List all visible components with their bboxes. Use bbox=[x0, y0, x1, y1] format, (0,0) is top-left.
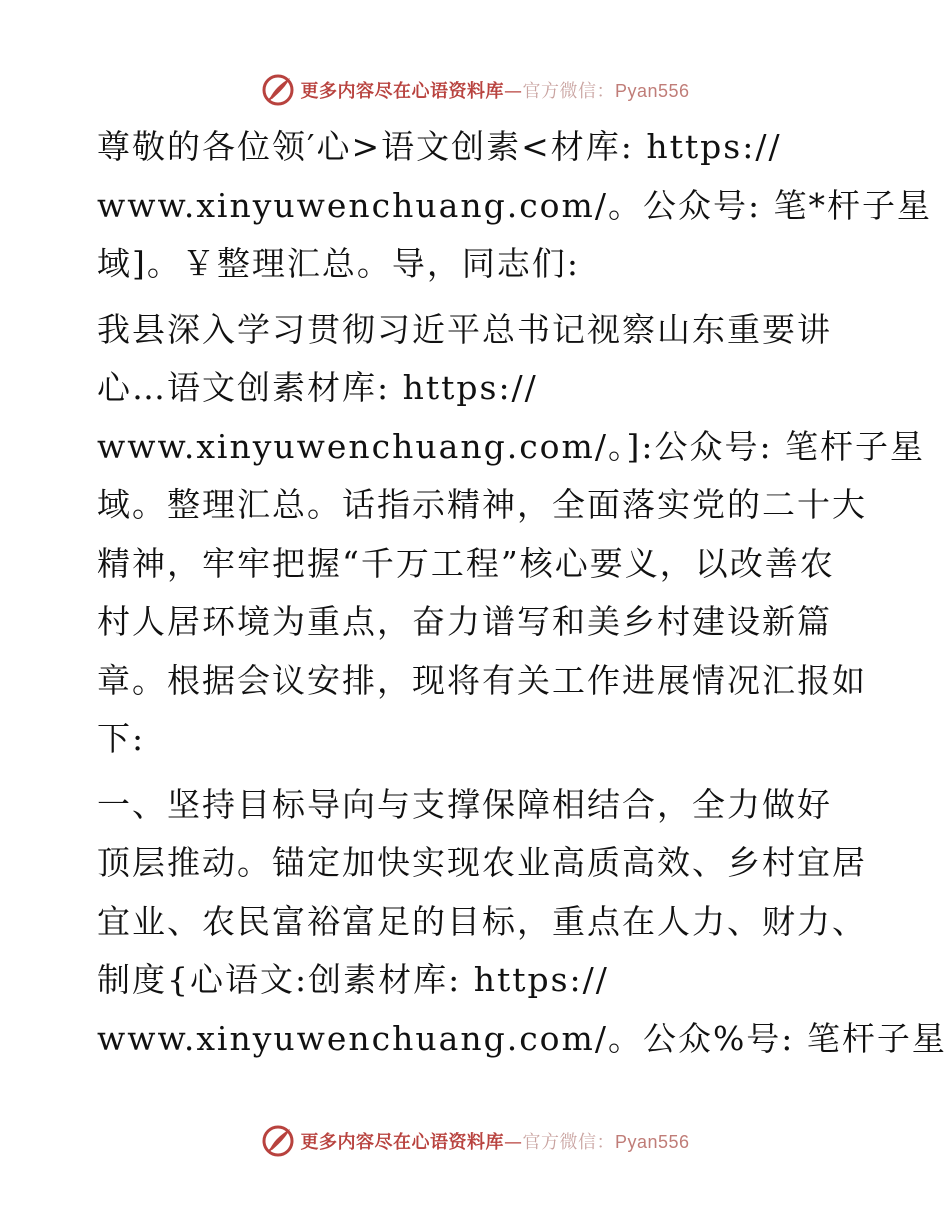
text-line: 村人居环境为重点，奋力谱写和美乡村建设新篇 bbox=[97, 602, 832, 641]
footer-watermark-banner bbox=[0, 1121, 950, 1161]
banner-separator: — bbox=[503, 81, 523, 102]
banner-wechat-label: 官方微信： bbox=[522, 81, 615, 102]
text-line: 域。整理汇总。话指示精神，全面落实党的二十大 bbox=[97, 485, 867, 524]
banner-main-text: 更多内容尽在心语资料库 bbox=[300, 81, 504, 102]
header-watermark-banner bbox=[0, 70, 950, 110]
paragraph-intro bbox=[97, 301, 926, 769]
banner-text bbox=[300, 77, 689, 103]
text-line: 心…语文创素材库: https:// bbox=[97, 368, 538, 407]
banner-main-text: 更多内容尽在心语资料库 bbox=[300, 1132, 504, 1153]
quill-pen-icon bbox=[260, 1123, 296, 1159]
banner-wechat-id: Pyan556 bbox=[614, 81, 690, 101]
banner-wechat-label: 官方微信： bbox=[522, 1132, 615, 1153]
paragraph-section-one bbox=[97, 776, 947, 1069]
text-line: 下: bbox=[97, 719, 146, 758]
banner-separator: — bbox=[503, 1132, 523, 1153]
text-line: www.xinyuwenchuang.com/。公众%号: 笔杆子星 bbox=[97, 1018, 947, 1058]
text-line: 我县深入学习贯彻习近平总书记视察山东重要讲 bbox=[97, 309, 832, 349]
text-line: 精神，牢牢把握“千万工程”核心要义，以改善农 bbox=[97, 543, 835, 583]
text-line: 尊敬的各位领′心>语文创素<材库: https:// bbox=[97, 127, 782, 166]
text-line: 顶层推动。锚定加快实现农业高质高效、乡村宜居 bbox=[97, 843, 867, 882]
quill-pen-icon bbox=[260, 72, 296, 108]
document-body bbox=[97, 118, 947, 1075]
text-line: 制度{心语文:创素材库: https:// bbox=[97, 960, 609, 999]
text-line: 宜业、农民富裕富足的目标，重点在人力、财力、 bbox=[97, 901, 867, 941]
banner-wechat-id: Pyan556 bbox=[614, 1132, 690, 1152]
banner-text bbox=[300, 1128, 689, 1154]
text-line: www.xinyuwenchuang.com/。]:公众号: 笔杆子星 bbox=[97, 426, 926, 466]
text-line: www.xinyuwenchuang.com/。公众号: 笔*杆子星 bbox=[97, 185, 933, 225]
text-line: 一、坚持目标导向与支撑保障相结合，全力做好 bbox=[97, 784, 832, 824]
paragraph-greeting bbox=[97, 118, 933, 294]
text-line: 域]。￥整理汇总。导，同志们: bbox=[97, 244, 580, 283]
text-line: 章。根据会议安排，现将有关工作进展情况汇报如 bbox=[97, 660, 867, 700]
